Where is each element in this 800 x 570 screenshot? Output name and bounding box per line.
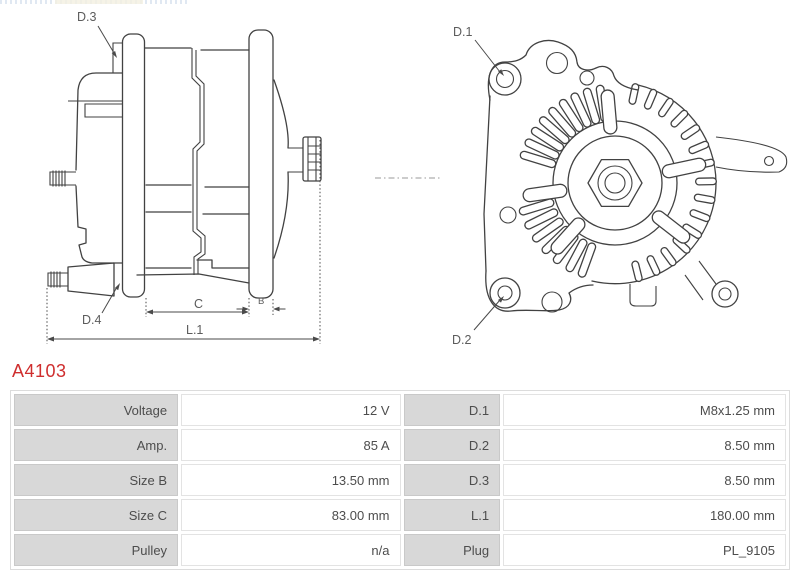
dim-label-d1: D.1	[453, 25, 473, 39]
spec-value: 8.50 mm	[503, 429, 786, 461]
bottom-right-ear	[712, 281, 738, 307]
upper-hole-3	[580, 71, 594, 85]
fan-cone	[274, 80, 288, 258]
spec-label: Voltage	[14, 394, 178, 426]
spec-value: M8x1.25 mm	[503, 394, 786, 426]
mounting-hole-d1	[497, 71, 514, 88]
upper-stud	[50, 171, 76, 187]
spec-label: Pulley	[14, 534, 178, 566]
spec-label: L.1	[404, 499, 501, 531]
spec-value: 85 A	[181, 429, 400, 461]
bottom-lug-hole	[542, 292, 562, 312]
spec-value: 13.50 mm	[181, 464, 400, 496]
dim-label-b: B	[258, 296, 264, 307]
spec-table	[11, 391, 789, 569]
spec-label: Size B	[14, 464, 178, 496]
spec-label: D.1	[404, 394, 501, 426]
dim-label-d4: D.4	[82, 313, 102, 327]
spec-label: D.3	[404, 464, 501, 496]
dimension-c	[146, 297, 249, 315]
spec-value: 8.50 mm	[503, 464, 786, 496]
dim-label-d3: D.3	[77, 10, 97, 24]
shaft	[288, 148, 303, 172]
lower-bracket	[68, 263, 114, 296]
leader-d1	[453, 25, 504, 76]
table-row	[14, 394, 786, 426]
mounting-flange-rear	[123, 34, 145, 297]
bottom-ear	[490, 278, 520, 308]
side-plate	[484, 96, 490, 271]
top-bracket	[488, 41, 638, 100]
pulley	[303, 137, 321, 181]
spec-value: 12 V	[181, 394, 400, 426]
rear-housing-slot	[68, 101, 122, 117]
table-row	[14, 429, 786, 461]
top-ear	[489, 63, 521, 95]
alternator-side-view	[47, 10, 321, 344]
upper-hole-2	[547, 53, 568, 74]
spec-label: Size C	[14, 499, 178, 531]
bottom-bracket	[486, 271, 593, 311]
spec-label: D.2	[404, 429, 501, 461]
table-row	[14, 464, 786, 496]
right-tab-hole	[765, 157, 774, 166]
top-step	[113, 43, 122, 73]
table-row	[14, 499, 786, 531]
mounting-flange-front	[249, 30, 273, 298]
lower-stud	[48, 272, 68, 288]
spec-label: Plug	[404, 534, 501, 566]
alternator-front-view	[452, 25, 787, 347]
spec-label: Amp.	[14, 429, 178, 461]
dim-label-d2: D.2	[452, 333, 472, 347]
bottom-tab	[630, 284, 656, 306]
spec-value: 83.00 mm	[181, 499, 400, 531]
leader-d3	[77, 10, 117, 58]
bottom-right-connector	[685, 261, 716, 300]
bottom-right-hole	[719, 288, 731, 300]
mounting-hole-d2	[498, 286, 512, 300]
spec-value: n/a	[181, 534, 400, 566]
shaft-nut	[588, 160, 642, 207]
plate-hole	[500, 207, 516, 223]
right-tab	[716, 137, 787, 172]
dim-label-l1: L.1	[186, 323, 203, 337]
spec-table-wrapper	[10, 390, 790, 570]
part-number: A4103	[12, 361, 67, 382]
leader-d2	[452, 296, 504, 347]
table-row	[14, 534, 786, 566]
dimension-b	[237, 296, 286, 311]
spec-value: 180.00 mm	[503, 499, 786, 531]
dim-label-c: C	[194, 297, 203, 311]
spec-value: PL_9105	[503, 534, 786, 566]
